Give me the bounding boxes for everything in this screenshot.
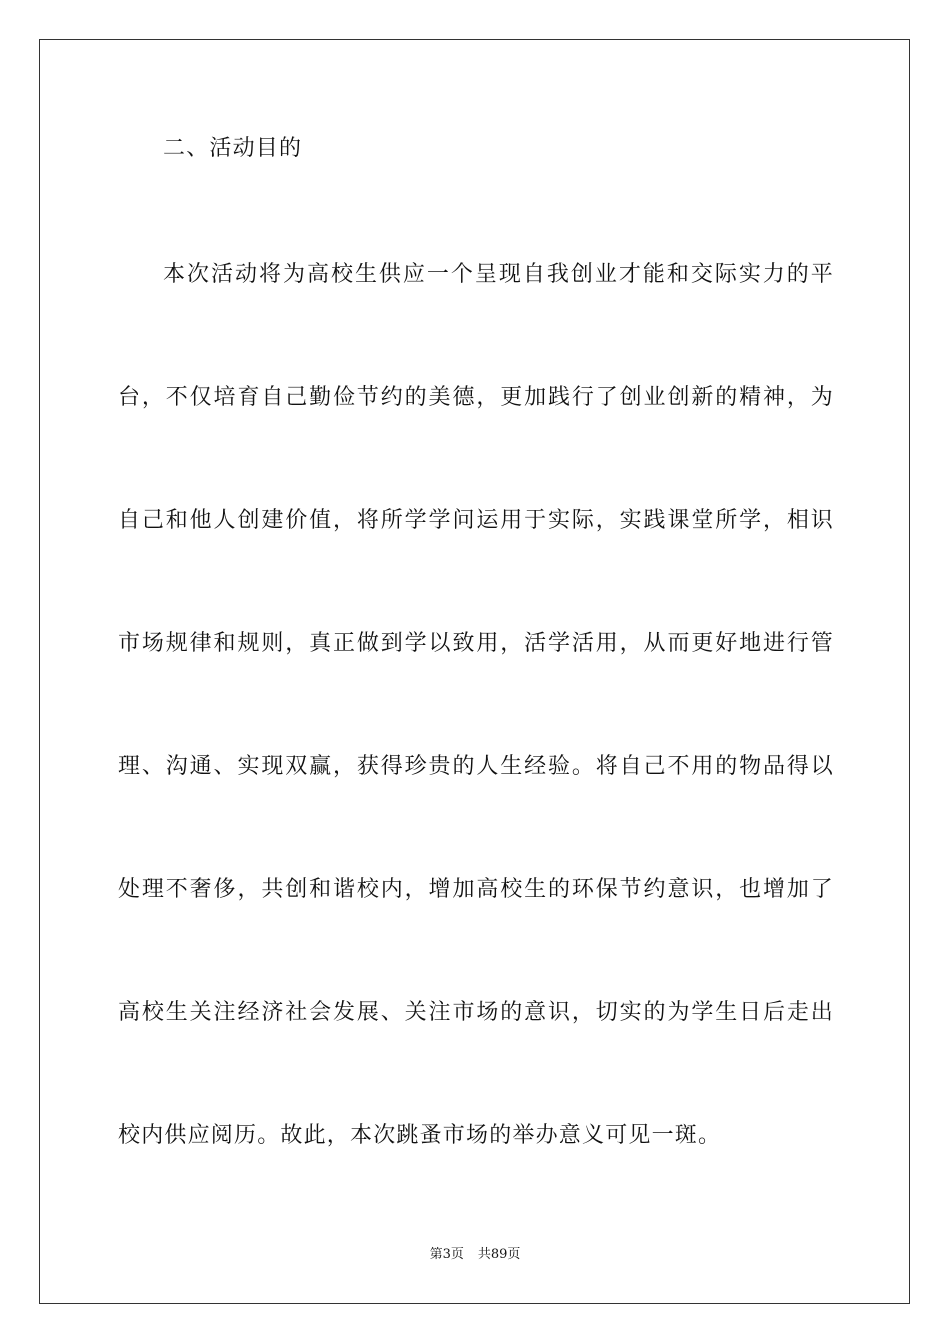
page-number: 第3页 [429, 1247, 464, 1262]
page-total: 共89页 [477, 1247, 521, 1262]
paragraph-line-3: 自己和他人创建价值，将所学学问运用于实际，实践课堂所学，相识 [118, 508, 834, 533]
paragraph-line-8: 校内供应阅历。故此，本次跳蚤市场的举办意义可见一斑。 [118, 1123, 722, 1148]
paragraph-line-4: 市场规律和规则，真正做到学以致用，活学活用，从而更好地进行管 [118, 631, 834, 656]
page-border [39, 39, 910, 1304]
paragraph-line-6: 处理不奢侈，共创和谐校内，增加高校生的环保节约意识，也增加了 [118, 877, 834, 902]
paragraph-line-7: 高校生关注经济社会发展、关注市场的意识，切实的为学生日后走出 [118, 1000, 834, 1025]
paragraph-line-5: 理、沟通、实现双赢，获得珍贵的人生经验。将自己不用的物品得以 [118, 754, 834, 779]
paragraph-line-2: 台，不仅培育自己勤俭节约的美德，更加践行了创业创新的精神，为 [118, 385, 834, 410]
paragraph-line-1: 本次活动将为高校生供应一个呈现自我创业才能和交际实力的平 [163, 262, 834, 287]
section-heading: 二、活动目的 [163, 136, 303, 161]
page-footer [0, 1246, 950, 1264]
